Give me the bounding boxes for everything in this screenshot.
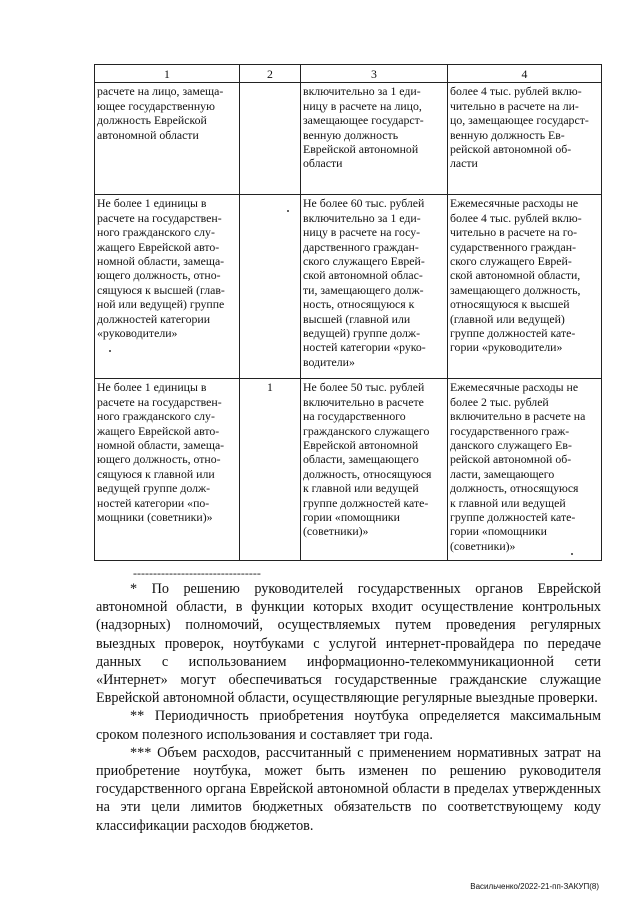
- cell-quantity: 1: [240, 379, 301, 561]
- table-row: [95, 379, 602, 561]
- document-footer: Васильченко/2022-21-пп-ЗАКУП(8): [470, 882, 599, 891]
- cell-expenses: Ежемесячные расходы не более 4 тыс. рублей вклю- чительно в расчете на го- сударственного граждан- ского служащего Еврей- ской автономной области, замещающего должность, относящуюся к высшей (главной или ведущей) группе должностей кате- гории «руководители»: [448, 195, 602, 379]
- scan-speck: [571, 553, 573, 555]
- footnote-separator: --------------------------------: [133, 566, 261, 580]
- cell-price: Не более 60 тыс. рублей включительно за 1 еди- ницу в расчете на госу- дарственного граждан- ского служащего Еврей- ской автономной облас- ти, замещающего долж- ность, относящуюся к высшей (главной или ведущей) группе долж- ностей категории «руко- водители»: [301, 195, 448, 379]
- header-row: [95, 65, 602, 83]
- cell-expenses: Ежемесячные расходы не более 2 тыс. рублей включительно в расчете на государственного граж- данского служащего Ев- рейской автономной об- ласти, замещающего должность, относящуюся к главной или ведущей группе должностей кате- гории «помощники (советники)»: [448, 379, 602, 561]
- header-cell-3: 3: [301, 65, 448, 83]
- cell-position: Не более 1 единицы в расчете на государствен- ного гражданского слу- жащего Еврейской авто- номной области, замеща- ющего должность, отно- сящуюся к высшей (глав- ной или ведущей) группе должностей категории «руководители»: [95, 195, 240, 379]
- header-cell-4: 4: [448, 65, 602, 83]
- header-cell-1: 1: [95, 65, 240, 83]
- table-row: [95, 83, 602, 195]
- cell-quantity: [240, 83, 301, 195]
- cell-price: Не более 50 тыс. рублей включительно в расчете на государственного гражданского служащего Еврейской автономной области, замещающего должность, относящуюся к главной или ведущей группе должностей кате- гории «помощники (советники)»: [301, 379, 448, 561]
- scan-speck: [287, 210, 289, 212]
- scan-speck: [109, 350, 111, 352]
- footnote-2: ** Периодичность приобретения ноутбука определяется максимальным сроком полезного использования и составляет три года.: [96, 708, 601, 743]
- table-row: [95, 195, 602, 379]
- footnotes: [96, 580, 601, 835]
- cell-quantity: [240, 195, 301, 379]
- footnote-1: * По решению руководителей государственных органов Еврейской автономной области, в функции которых входит осуществление контрольных (надзорных) полномочий, осуществляемых путем проведения регулярных выездных проверок, ноутбуками с услугой интернет-провайдера по передаче данных с использованием информационно-телекоммуникационной сети «Интернет» могут обеспечиваться государственные гражданские служащие Еврейской автономной области, осуществляющие регулярные выездные проверки.: [96, 581, 601, 707]
- cell-expenses: более 4 тыс. рублей вклю- чительно в расчете на ли- цо, замещающее государст- венную должность Ев- рейской автономной об- ласти: [448, 83, 602, 195]
- cell-position: расчете на лицо, замеща- ющее государственную должность Еврейской автономной области: [95, 83, 240, 195]
- footnote-3: *** Объем расходов, рассчитанный с применением нормативных затрат на приобретение ноутбука, может быть изменен по решению руководителя государственного органа Еврейской автономной области в пределах утвержденных на эти цели лимитов бюджетных обязательств по соответствующему коду классификации расходов бюджетов.: [96, 744, 601, 834]
- cell-price: включительно за 1 еди- ницу в расчете на лицо, замещающее государст- венную должность Еврейской автономной области: [301, 83, 448, 195]
- norms-table: [94, 64, 602, 561]
- cell-position: Не более 1 единицы в расчете на государствен- ного гражданского слу- жащего Еврейской авто- номной области, замеща- ющего должность, отно- сящуюся к главной или ведущей группе долж- ностей категории «по- мощники (советники)»: [95, 379, 240, 561]
- header-cell-2: 2: [240, 65, 301, 83]
